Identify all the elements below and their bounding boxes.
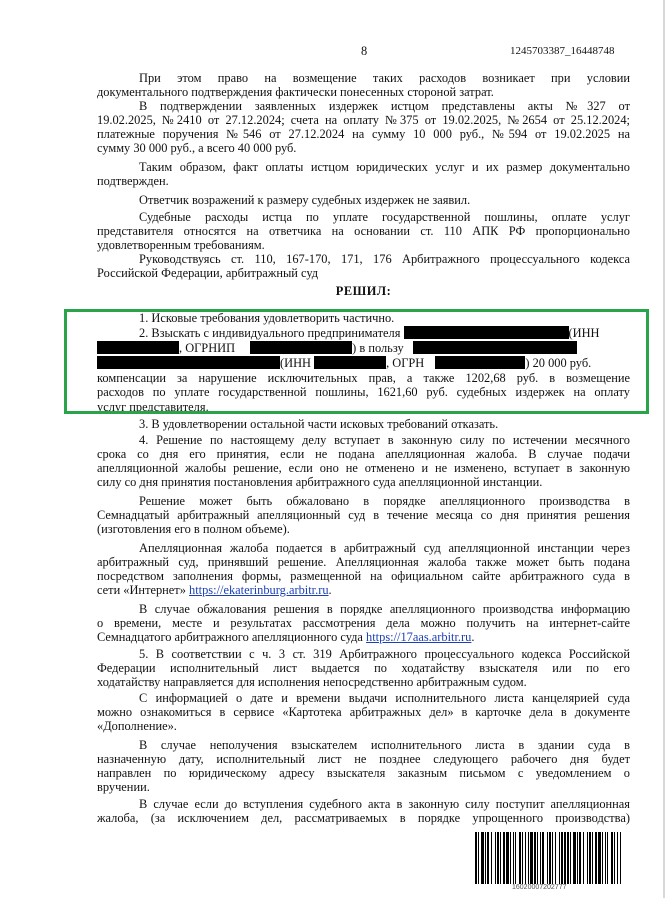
barcode-number: 16020007202777 xyxy=(512,884,567,891)
barcode-bar xyxy=(513,832,514,884)
text-line: Семнадцатый арбитражный апелляционный суд в течение месяца со дня принятия решения xyxy=(97,508,630,522)
text-line xyxy=(97,630,630,644)
text-line: срока со дня его принятия, если не подана апелляционная жалоба. В случае подачи xyxy=(97,447,630,461)
text-span: , ОГРНИП xyxy=(179,341,236,355)
text-line: При этом право на возмещение таких расходов возникает при условии xyxy=(139,71,630,85)
decision-item-1: 1. Исковые требования удовлетворить частично. xyxy=(139,311,395,325)
barcode-bar xyxy=(525,832,526,884)
barcode-bar xyxy=(537,832,538,884)
text-line: С информацией о дате и времени выдачи исполнительного листа канцелярией суда xyxy=(139,691,630,705)
text-span: сети «Интернет» xyxy=(97,583,186,597)
barcode-bar xyxy=(587,832,588,884)
barcode-bar xyxy=(495,832,496,884)
barcode-bar xyxy=(547,832,548,884)
text-line: Таким образом, факт оплаты истцом юридических услуг и их размер документально xyxy=(139,160,630,174)
barcode-bar xyxy=(614,832,615,884)
barcode-bar xyxy=(589,832,591,884)
text-span: . xyxy=(471,630,475,644)
barcode-bar xyxy=(583,832,584,884)
barcode-bar xyxy=(542,832,544,884)
barcode-image xyxy=(475,832,621,884)
barcode-bar xyxy=(485,832,486,884)
barcode-bar xyxy=(617,832,618,884)
text-line: арбитражный суд, принявший решение. Апелляционная жалоба также может быть подана xyxy=(97,555,630,569)
text-line: платежные поручения №546 от 27.12.2024 на сумму 10 000 руб., №594 от 19.02.2025 на xyxy=(97,127,630,141)
text-line: (изготовления его в полном объеме). xyxy=(97,522,290,536)
text-line: представителя относятся на ответчика на основании ст. 110 АПК РФ пропорционально xyxy=(97,224,630,238)
text-span: (ИНН xyxy=(280,356,311,370)
barcode-bar xyxy=(573,832,576,884)
barcode-bar xyxy=(515,832,516,884)
barcode-bar xyxy=(564,832,566,884)
barcode-bar xyxy=(549,832,551,884)
barcode-bar xyxy=(510,832,511,884)
text-line: посредством заполнения формы, размещенной на официальном сайте арбитражного суда в xyxy=(97,569,630,583)
barcode-bar xyxy=(620,832,621,884)
text-line: сумму 30 000 руб., а всего 40 000 руб. xyxy=(97,141,297,155)
case-reference: 1245703387_16448748 xyxy=(510,45,615,57)
text-line: вручении. xyxy=(97,780,150,794)
barcode-bar xyxy=(478,832,479,884)
barcode-bar xyxy=(595,832,597,884)
barcode-bar xyxy=(475,832,477,884)
text-line: Ответчик возражений к размеру судебных издержек не заявил. xyxy=(139,193,471,207)
text-line: 19.02.2025, №2410 от 27.12.2024; счета на оплату №375 от 19.02.2025, №2654 от 25.12.2024; xyxy=(97,113,630,127)
barcode-bar xyxy=(497,832,499,884)
text-line: В случае неполучения взыскателем исполнительного листа в здании суда в xyxy=(139,738,630,752)
text-span: . xyxy=(328,583,332,597)
text-line: о времени, месте и результатах рассмотрения дела можно получить на интернет-сайте xyxy=(97,616,630,630)
text-line: жалоба, (за исключением дел, рассматриваемых в порядке упрощенного производства) xyxy=(97,811,630,825)
text-line xyxy=(97,583,630,597)
text-line: силу со дня принятия постановления арбитражного суда апелляционной инстанции. xyxy=(97,475,543,489)
text-line: документального подтверждения фактически понесенных стороной затрат. xyxy=(97,85,494,99)
text-line: можно ознакомиться в сервисе «Картотека арбитражных дел» в карточке дела в документе xyxy=(97,705,630,719)
barcode-bar xyxy=(540,832,541,884)
barcode-bar xyxy=(579,832,581,884)
barcode-bar xyxy=(503,832,505,884)
barcode-bar xyxy=(592,832,593,884)
barcode-bar xyxy=(491,832,492,884)
text-line: ходатайству направляется для исполнения непосредственно арбитражным судом. xyxy=(97,675,527,689)
text-line: 4. Решение по настоящему делу вступает в законную силу по истечении месячного xyxy=(139,433,630,447)
decision-heading: РЕШИЛ: xyxy=(335,284,392,298)
text-span: ) в пользу xyxy=(352,341,404,355)
text-line: Апелляционная жалоба подается в арбитражный суд апелляционной инстанции через xyxy=(139,541,630,555)
barcode-bar xyxy=(487,832,489,884)
barcode-bar xyxy=(577,832,578,884)
text-line: подтвержден. xyxy=(97,174,169,188)
barcode-bar xyxy=(552,832,553,884)
text-line: направлен по юридическому адресу взыскателя заказным письмом с уведомлением о xyxy=(97,766,630,780)
barcode-bar xyxy=(598,832,601,884)
text-line: В случае обжалования решения в порядке апелляционного производства информацию xyxy=(139,602,630,616)
barcode-bar xyxy=(481,832,484,884)
17aas-court-link[interactable]: https://17aas.arbitr.ru xyxy=(366,630,472,644)
text-line: Судебные расходы истца по уплате государственной пошлины, оплате услуг xyxy=(139,210,630,224)
barcode-bar xyxy=(555,832,556,884)
barcode-bar xyxy=(534,832,536,884)
text-line: компенсации за нарушение исключительных прав, а также 1202,68 руб. в возмещение xyxy=(97,371,630,385)
text-line: назначенную дату, исполнительный лист не позднее следующего рабочего дня будет xyxy=(97,752,630,766)
barcode-bar xyxy=(528,832,529,884)
decision-item-3: 3. В удовлетворении остальной части исковых требований отказать. xyxy=(139,417,499,431)
ekaterinburg-court-link[interactable]: https://ekaterinburg.arbitr.ru xyxy=(189,583,329,597)
barcode-bar xyxy=(530,832,533,884)
text-span: ) 20 000 руб. xyxy=(525,356,592,370)
page-number: 8 xyxy=(361,44,368,58)
text-line: Российской Федерации, арбитражный суд xyxy=(97,266,319,280)
text-span: , ОГРН xyxy=(386,356,425,370)
barcode-bar xyxy=(567,832,569,884)
barcode-bar xyxy=(519,832,521,884)
text-line: услуг представителя. xyxy=(97,400,209,414)
highlight-frame xyxy=(64,309,649,414)
barcode-bar xyxy=(611,832,613,884)
text-line: апелляционной жалобы решение, если оно не отменено и не изменено, вступает в законную xyxy=(97,461,630,475)
text-span: 2. Взыскать с индивидуального предпринимателя xyxy=(139,326,401,340)
barcode-bar xyxy=(602,832,603,884)
barcode-bar xyxy=(570,832,571,884)
text-line: В подтверждении заявленных издержек истцом представлены акты №327 от xyxy=(139,99,630,113)
text-line: расходов по уплате государственной пошлины, 1621,60 руб. судебных издержек на оплату xyxy=(97,385,630,399)
barcode-bar xyxy=(607,832,608,884)
text-line: «Дополнение». xyxy=(97,719,177,733)
barcode-bar xyxy=(522,832,523,884)
text-line: В случае если до вступления судебного акта в законную силу поступит апелляционная xyxy=(139,797,630,811)
text-line: удовлетворенным требованиям. xyxy=(97,238,265,252)
text-span: Семнадцатого арбитражного апелляционного суда xyxy=(97,630,363,644)
text-line: Решение может быть обжаловано в порядке апелляционного производства в xyxy=(139,494,630,508)
barcode-bar xyxy=(561,832,563,884)
text-line: Федерации исполнительный лист выдается по ходатайству взыскателя или по его xyxy=(97,661,630,675)
text-line: 5. В соответствии с ч. 3 ст. 319 Арбитражного процессуального кодекса Российской xyxy=(139,647,630,661)
barcode-bar xyxy=(500,832,501,884)
barcode-bar xyxy=(506,832,509,884)
text-line: Руководствуясь ст. 110, 167-170, 171, 176 Арбитражного процессуального кодекса xyxy=(139,252,630,266)
barcode-bar xyxy=(605,832,606,884)
barcode-bar xyxy=(559,832,560,884)
text-span: (ИНН xyxy=(568,326,600,340)
